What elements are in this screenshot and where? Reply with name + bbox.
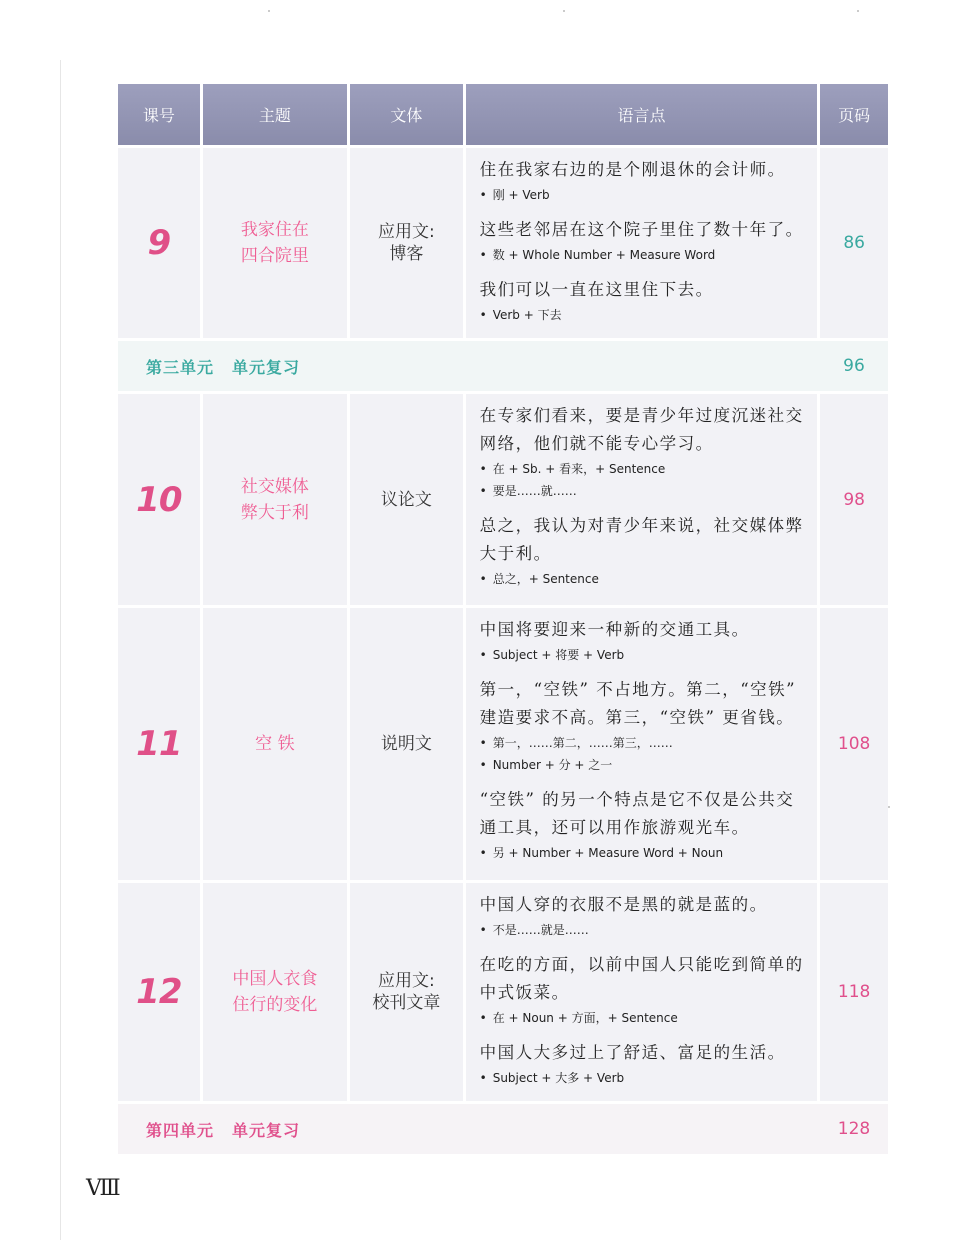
page-cell bbox=[820, 394, 888, 605]
unit-review-page: 128 bbox=[837, 1119, 871, 1139]
grammar-point: • 不是……就是…… bbox=[479, 923, 589, 937]
lesson-number: 10 bbox=[136, 479, 182, 520]
lesson-genre: 说明文 bbox=[380, 734, 432, 754]
theme-cell bbox=[203, 883, 347, 1101]
lesson-theme: 我家住在 四合院里 bbox=[240, 220, 309, 266]
header-lesson: 课号 bbox=[118, 84, 200, 145]
lesson-number: 9 bbox=[147, 223, 171, 263]
page-cell bbox=[820, 608, 888, 880]
page-number: 108 bbox=[837, 734, 871, 754]
lesson-theme: 中国人衣食 住行的变化 bbox=[232, 969, 318, 1015]
genre-cell bbox=[350, 148, 463, 338]
example-sentence: 总之，我认为对青少年来说，社交媒体弊大于利。 bbox=[479, 516, 804, 563]
grammar-point: • 数 + Whole Number + Measure Word bbox=[479, 248, 716, 262]
grammar-point: • 总之，+ Sentence bbox=[479, 572, 599, 586]
page-edge-line bbox=[60, 60, 61, 1240]
page-number: 118 bbox=[837, 982, 871, 1002]
header-theme: 主题 bbox=[203, 84, 347, 145]
theme-cell bbox=[203, 608, 347, 880]
grammar-point: • 要是……就…… bbox=[479, 484, 577, 498]
example-sentence: 在吃的方面，以前中国人只能吃到简单的中式饭菜。 bbox=[479, 955, 804, 1002]
lesson-genre: 应用文: 校刊文章 bbox=[372, 971, 441, 1013]
example-sentence: 第一，“空铁” 不占地方。第二，“空铁” 建造要求不高。第三，“空铁” 更省钱。 bbox=[479, 680, 797, 727]
example-sentence: 我们可以一直在这里住下去。 bbox=[479, 280, 714, 299]
header-language-points: 语言点 bbox=[466, 84, 818, 145]
lesson-row bbox=[118, 608, 888, 880]
lesson-number-cell bbox=[118, 394, 200, 605]
lesson-row bbox=[118, 883, 888, 1101]
page-number-roman: Ⅷ bbox=[86, 1176, 120, 1201]
grammar-point: • 刚 + Verb bbox=[479, 188, 550, 202]
example-sentence: 这些老邻居在这个院子里住了数十年了。 bbox=[479, 220, 804, 239]
header-genre: 文体 bbox=[350, 84, 463, 145]
theme-cell bbox=[203, 394, 347, 605]
grammar-point: • Subject + 将要 + Verb bbox=[479, 648, 625, 662]
contents-table bbox=[118, 84, 888, 1154]
lesson-row bbox=[118, 394, 888, 605]
grammar-point: • 第一，……第二，……第三，…… bbox=[479, 736, 673, 750]
scan-dot bbox=[888, 806, 890, 808]
table-header bbox=[118, 84, 888, 145]
unit-review-row bbox=[118, 341, 888, 391]
scan-dot bbox=[268, 10, 270, 12]
grammar-point: • Verb + 下去 bbox=[479, 308, 562, 322]
lesson-number-cell bbox=[118, 883, 200, 1101]
genre-cell bbox=[350, 394, 463, 605]
scan-dot bbox=[563, 10, 565, 12]
lesson-number-cell bbox=[118, 608, 200, 880]
lesson-genre: 应用文: 博客 bbox=[377, 222, 435, 264]
example-sentence: 在专家们看来，要是青少年过度沉迷社交网络，他们就不能专心学习。 bbox=[479, 406, 804, 453]
lesson-theme: 社交媒体 弊大于利 bbox=[240, 476, 309, 523]
theme-cell bbox=[203, 148, 347, 338]
page-number: 98 bbox=[843, 489, 865, 510]
lesson-row bbox=[118, 148, 888, 338]
genre-cell bbox=[350, 608, 463, 880]
grammar-point: • 在 + Noun + 方面，+ Sentence bbox=[479, 1011, 678, 1025]
lesson-theme: 空 铁 bbox=[255, 734, 295, 754]
language-points-cell bbox=[466, 883, 818, 1101]
page-number: 86 bbox=[843, 233, 865, 253]
example-sentence: “空铁” 的另一个特点是它不仅是公共交通工具，还可以用作旅游观光车。 bbox=[479, 790, 795, 837]
unit-review-title: 第三单元 单元复习 bbox=[146, 357, 301, 377]
example-sentence: 中国人穿的衣服不是黑的就是蓝的。 bbox=[479, 895, 768, 914]
grammar-point: • Subject + 大多 + Verb bbox=[479, 1071, 625, 1085]
language-points-cell bbox=[466, 608, 818, 880]
example-sentence: 中国人大多过上了舒适、富足的生活。 bbox=[479, 1043, 786, 1062]
grammar-point: • Number + 分 + 之一 bbox=[479, 758, 613, 772]
lesson-number-cell bbox=[118, 148, 200, 338]
genre-cell bbox=[350, 883, 463, 1101]
language-points-cell bbox=[466, 148, 818, 338]
language-points-cell bbox=[466, 394, 818, 605]
grammar-point: • 另 + Number + Measure Word + Noun bbox=[479, 846, 724, 860]
grammar-point: • 在 + Sb. + 看来，+ Sentence bbox=[479, 462, 666, 476]
unit-review-page: 96 bbox=[843, 356, 865, 376]
lesson-number: 12 bbox=[136, 972, 182, 1012]
unit-review-row bbox=[118, 1104, 888, 1154]
page-cell bbox=[820, 883, 888, 1101]
header-page: 页码 bbox=[820, 84, 888, 145]
unit-review-title: 第四单元 单元复习 bbox=[146, 1120, 301, 1140]
lesson-genre: 议论文 bbox=[380, 489, 432, 510]
scan-dot bbox=[857, 10, 859, 12]
page-cell bbox=[820, 148, 888, 338]
example-sentence: 住在我家右边的是个刚退休的会计师。 bbox=[479, 160, 786, 179]
example-sentence: 中国将要迎来一种新的交通工具。 bbox=[479, 620, 750, 639]
lesson-number: 11 bbox=[136, 724, 182, 764]
